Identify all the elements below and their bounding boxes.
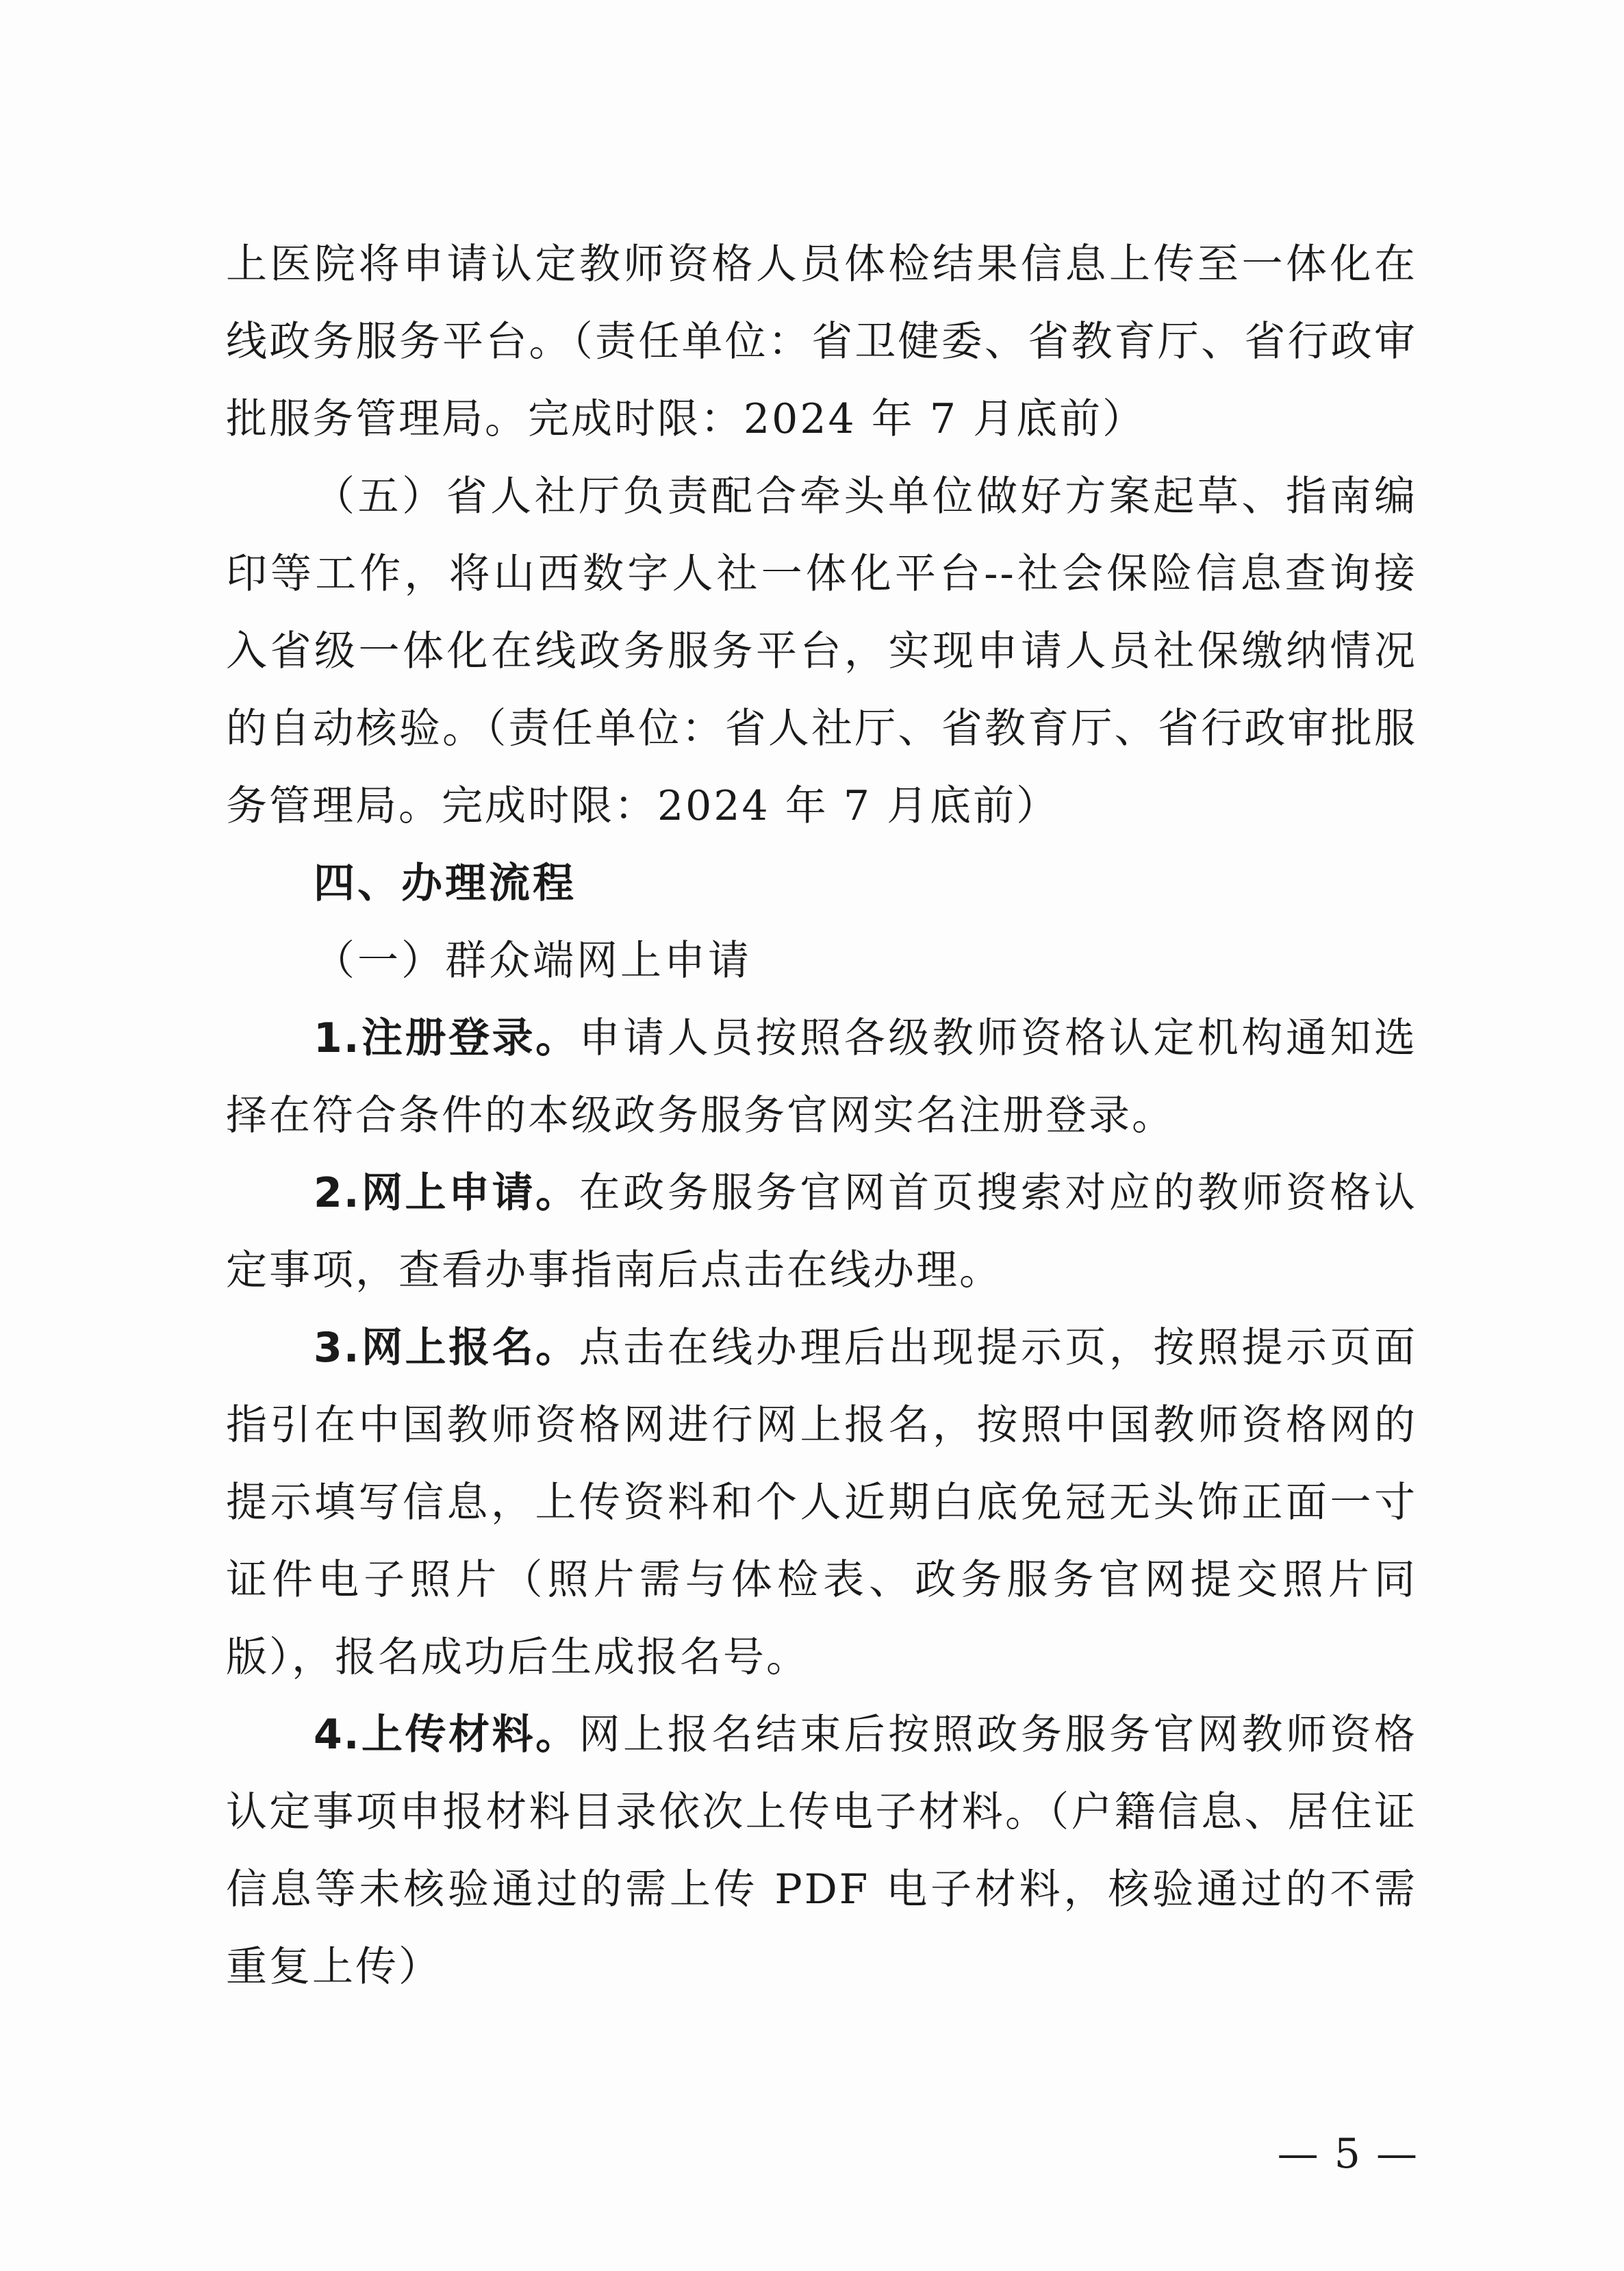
document-body bbox=[226, 226, 1417, 2006]
subsection-heading: （一）群众端网上申请 bbox=[314, 937, 752, 985]
page-number: — 5 — bbox=[1277, 2130, 1419, 2178]
step-text: 在政务服务官网首页搜索对应的教师资格认定事项，查看办事指南后点击在线办理。 bbox=[226, 1169, 1417, 1294]
step-register-login bbox=[226, 1000, 1417, 1155]
step-lead: 2.网上申请。 bbox=[314, 1169, 579, 1217]
section-heading: 四、办理流程 bbox=[314, 860, 576, 907]
step-text: 网上报名结束后按照政务服务官网教师资格认定事项申报材料目录依次上传电子材料。（户籍信息、居住证信息等未核验通过的需上传 PDF 电子材料，核验通过的不需重复上传） bbox=[226, 1711, 1417, 1991]
step-lead: 1.注册登录。 bbox=[314, 1014, 579, 1062]
paragraph-hrss-responsibility: （五）省人社厅负责配合牵头单位做好方案起草、指南编印等工作，将山西数字人社一体化平台--社会保险信息查询接入省级一体化在线政务服务平台，实现申请人员社保缴纳情况的自动核验。（责任单位：省人社厅、省教育厅、省行政审批服务管理局。完成时限：2024 年 7 月底前） bbox=[226, 473, 1417, 830]
step-online-application bbox=[226, 1155, 1417, 1309]
paragraph-health-check-upload: 上医院将申请认定教师资格人员体检结果信息上传至一体化在线政务服务平台。（责任单位：省卫健委、省教育厅、省行政审批服务管理局。完成时限：2024 年 7 月底前） bbox=[226, 240, 1417, 443]
step-online-registration bbox=[226, 1309, 1417, 1696]
step-text: 申请人员按照各级教师资格认定机构通知选择在符合条件的本级政务服务官网实名注册登录。 bbox=[226, 1014, 1417, 1140]
step-lead: 4.上传材料。 bbox=[314, 1711, 579, 1759]
step-text: 点击在线办理后出现提示页，按照提示页面指引在中国教师资格网进行网上报名，按照中国教师资格网的提示填写信息，上传资料和个人近期白底免冠无头饰正面一寸证件电子照片（照片需与体检表、政务服务官网提交照片同版），报名成功后生成报名号。 bbox=[226, 1324, 1417, 1681]
step-upload-materials bbox=[226, 1696, 1417, 2006]
step-lead: 3.网上报名。 bbox=[314, 1324, 579, 1372]
